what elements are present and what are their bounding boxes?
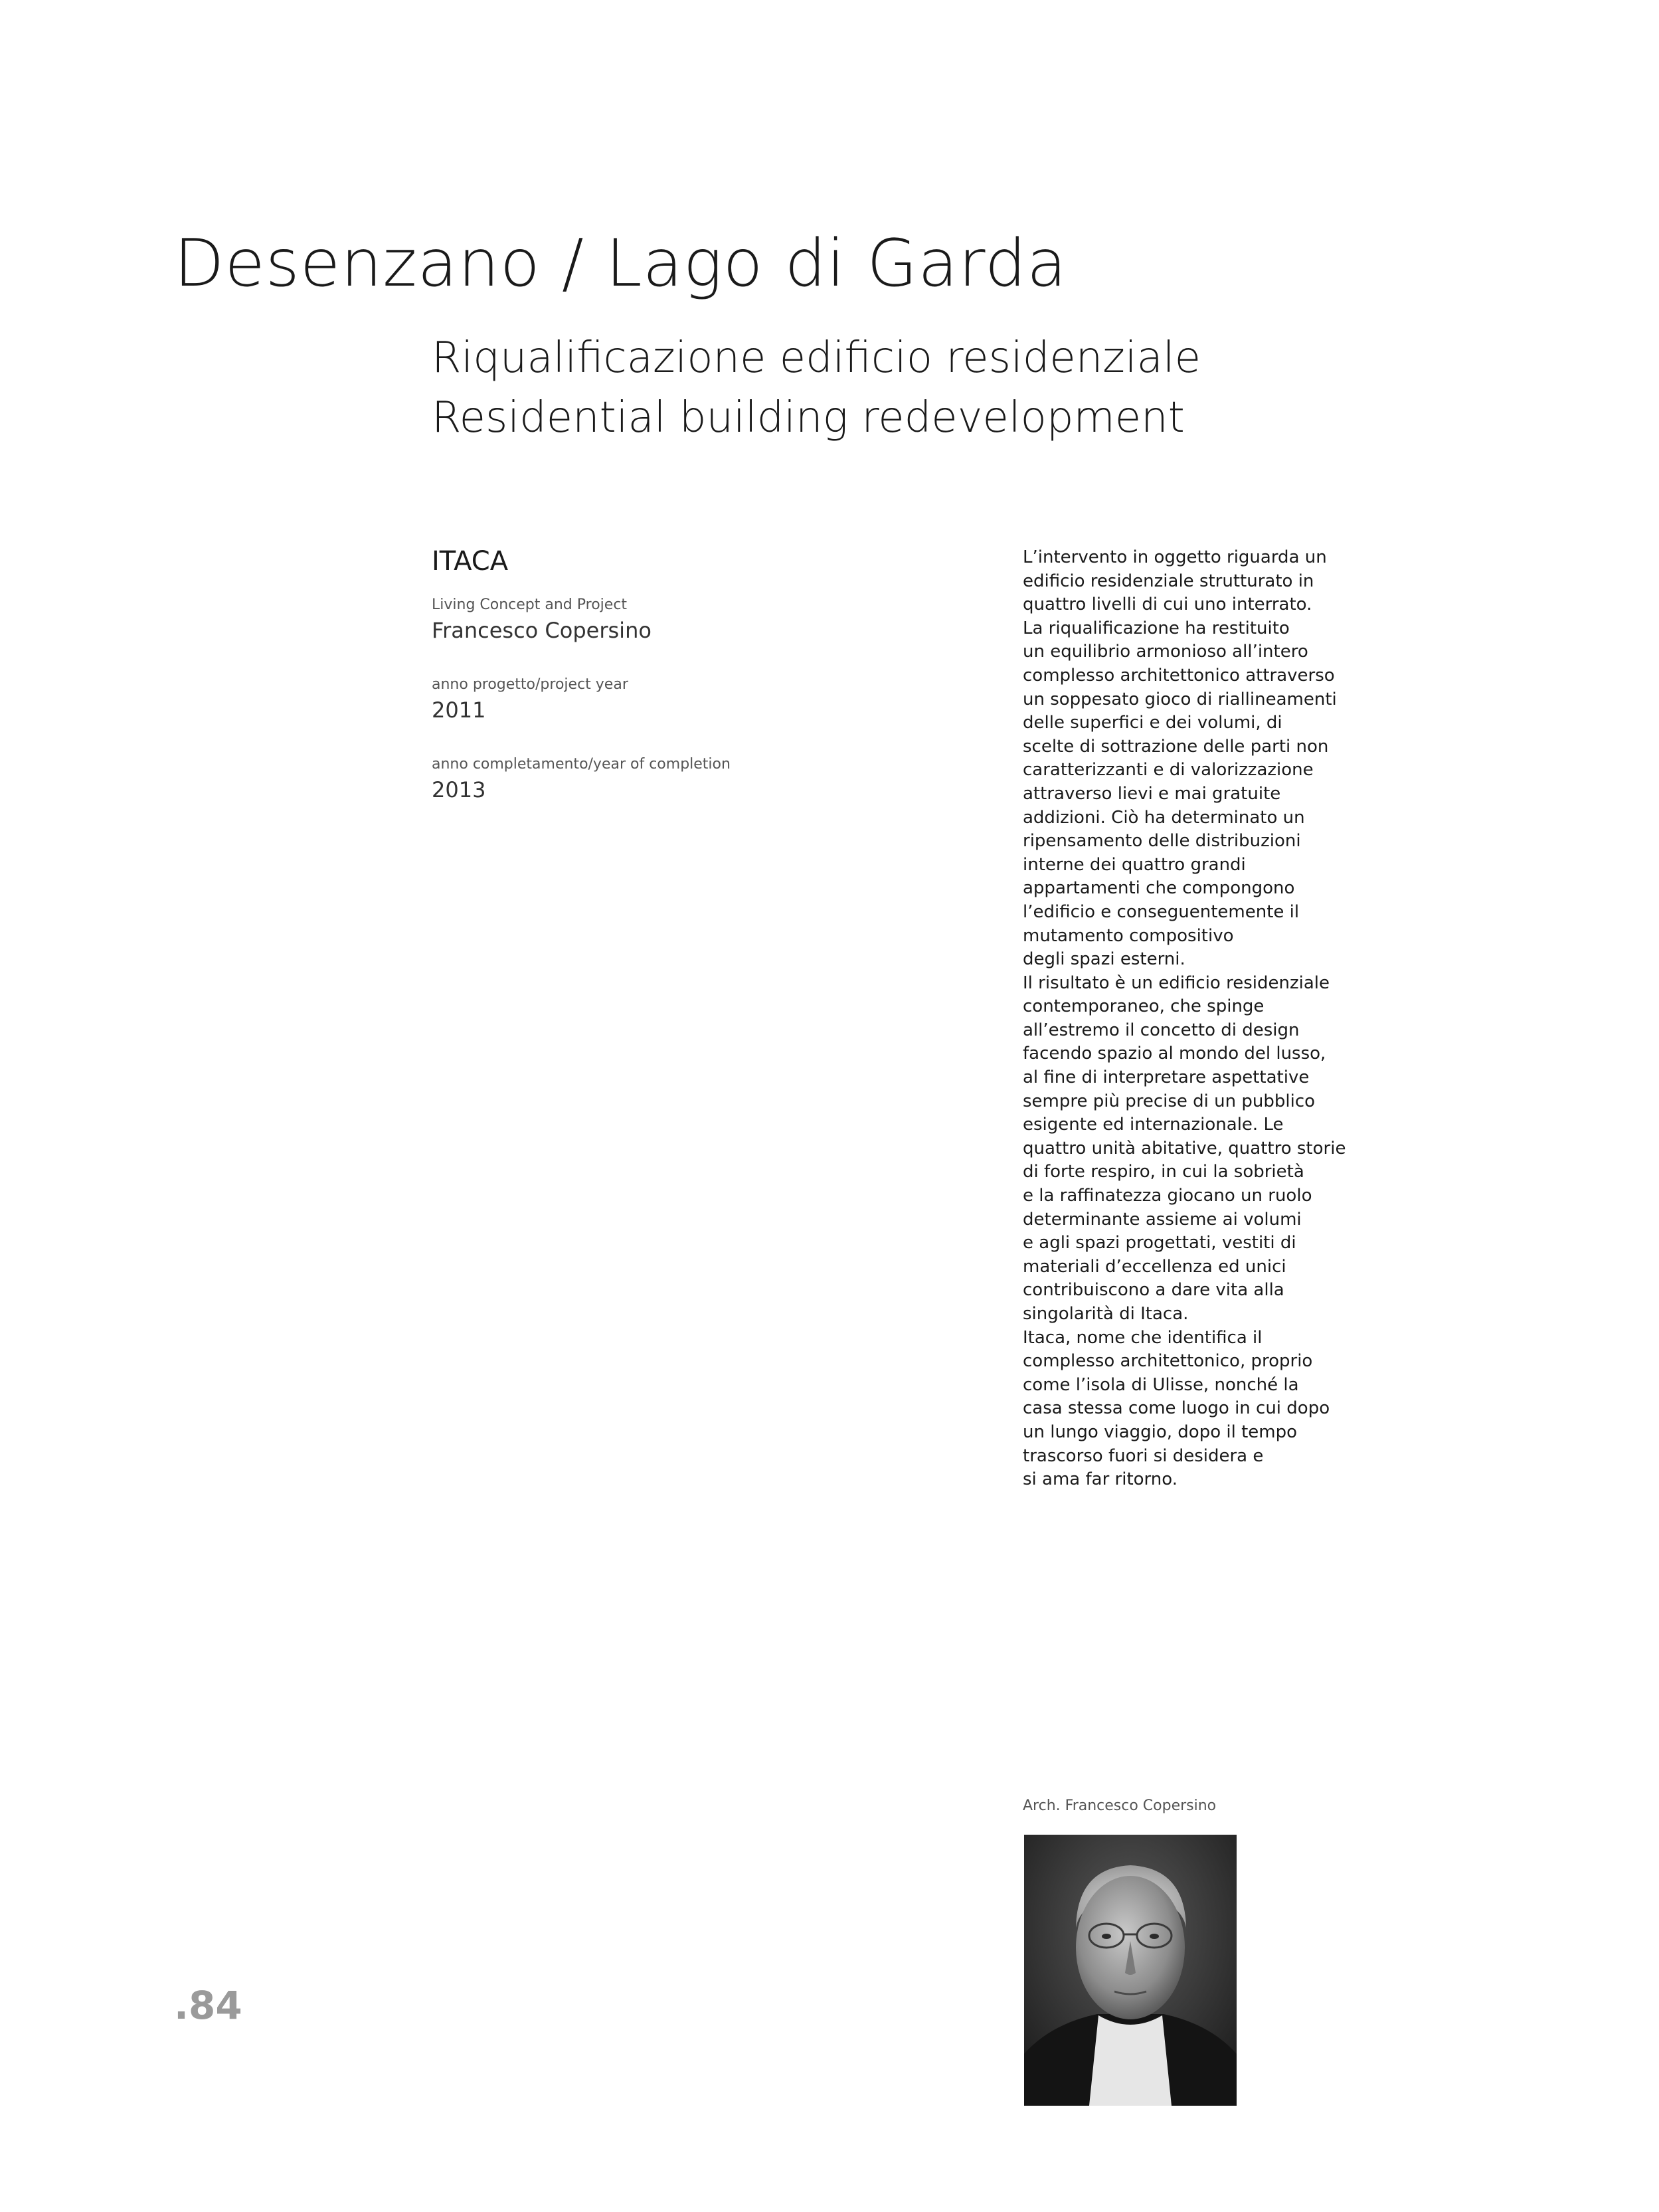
- architect-portrait: [1024, 1835, 1237, 2106]
- completion-year-label: anno completamento/year of completion: [432, 756, 731, 773]
- project-year-label: anno progetto/project year: [432, 676, 628, 693]
- body-line: quattro livelli di cui uno interrato.: [1023, 595, 1312, 615]
- body-line: casa stessa come luogo in cui dopo: [1023, 1398, 1330, 1419]
- page-title: Desenzano / Lago di Garda: [174, 226, 1068, 302]
- subtitle-italian: Riqualificazione edificio residenziale: [432, 333, 1201, 383]
- body-line: sempre più precise di un pubblico: [1023, 1091, 1316, 1111]
- body-line: e agli spazi progettati, vestiti di: [1023, 1233, 1296, 1253]
- body-line: complesso architettonico attraverso: [1023, 665, 1335, 686]
- credit-label: Living Concept and Project: [432, 597, 628, 613]
- body-line: complesso architettonico, proprio: [1023, 1351, 1313, 1372]
- body-line: caratterizzanti e di valorizzazione: [1023, 760, 1314, 781]
- body-line: e la raffinatezza giocano un ruolo: [1023, 1186, 1312, 1206]
- body-line: facendo spazio al mondo del lusso,: [1023, 1044, 1326, 1064]
- body-line: un lungo viaggio, dopo il tempo: [1023, 1422, 1298, 1442]
- body-line: materiali d’eccellenza ed unici: [1023, 1256, 1286, 1277]
- project-year-value: 2011: [432, 697, 486, 723]
- page-number: .84: [174, 1983, 242, 2028]
- photo-caption: Arch. Francesco Copersino: [1023, 1797, 1217, 1814]
- body-text: [1023, 546, 1395, 1492]
- completion-year-value: 2013: [432, 777, 486, 802]
- body-line: l’edificio e conseguentemente il: [1023, 901, 1300, 922]
- body-line: delle superfici e dei volumi, di: [1023, 713, 1282, 733]
- body-line: ripensamento delle distribuzioni: [1023, 831, 1301, 852]
- body-line: come l’isola di Ulisse, nonché la: [1023, 1374, 1299, 1395]
- body-line: esigente ed internazionale. Le: [1023, 1115, 1284, 1135]
- body-line: quattro unità abitative, quattro storie: [1023, 1138, 1346, 1158]
- body-line: mutamento compositivo: [1023, 925, 1234, 946]
- credit-value: Francesco Copersino: [432, 618, 652, 643]
- body-line: un soppesato gioco di riallineamenti: [1023, 689, 1337, 709]
- body-line: La riqualificazione ha restituito: [1023, 618, 1290, 638]
- body-line: determinante assieme ai volumi: [1023, 1209, 1302, 1230]
- body-line: singolarità di Itaca.: [1023, 1304, 1189, 1324]
- body-line: un equilibrio armonioso all’intero: [1023, 642, 1308, 662]
- body-line: attraverso lievi e mai gratuite: [1023, 783, 1281, 804]
- body-line: contemporaneo, che spinge: [1023, 996, 1265, 1017]
- body-line: al fine di interpretare aspettative: [1023, 1067, 1310, 1088]
- body-line: degli spazi esterni.: [1023, 949, 1185, 970]
- subtitle-english: Residential building redevelopment: [432, 393, 1185, 442]
- project-name: ITACA: [432, 546, 509, 577]
- body-line: addizioni. Ciò ha determinato un: [1023, 807, 1305, 828]
- body-line: di forte respiro, in cui la sobrietà: [1023, 1162, 1304, 1182]
- body-line: interne dei quattro grandi: [1023, 854, 1246, 875]
- body-line: si ama far ritorno.: [1023, 1469, 1178, 1490]
- body-line: contribuiscono a dare vita alla: [1023, 1280, 1284, 1301]
- body-line: trascorso fuori si desidera e: [1023, 1445, 1264, 1466]
- body-line: Il risultato è un edificio residenziale: [1023, 972, 1330, 993]
- body-line: appartamenti che compongono: [1023, 878, 1295, 899]
- body-line: all’estremo il concetto di design: [1023, 1020, 1300, 1040]
- body-line: Itaca, nome che identifica il: [1023, 1327, 1263, 1348]
- body-line: edificio residenziale strutturato in: [1023, 571, 1314, 591]
- body-line: scelte di sottrazione delle parti non: [1023, 736, 1329, 757]
- body-line: L’intervento in oggetto riguarda un: [1023, 547, 1327, 567]
